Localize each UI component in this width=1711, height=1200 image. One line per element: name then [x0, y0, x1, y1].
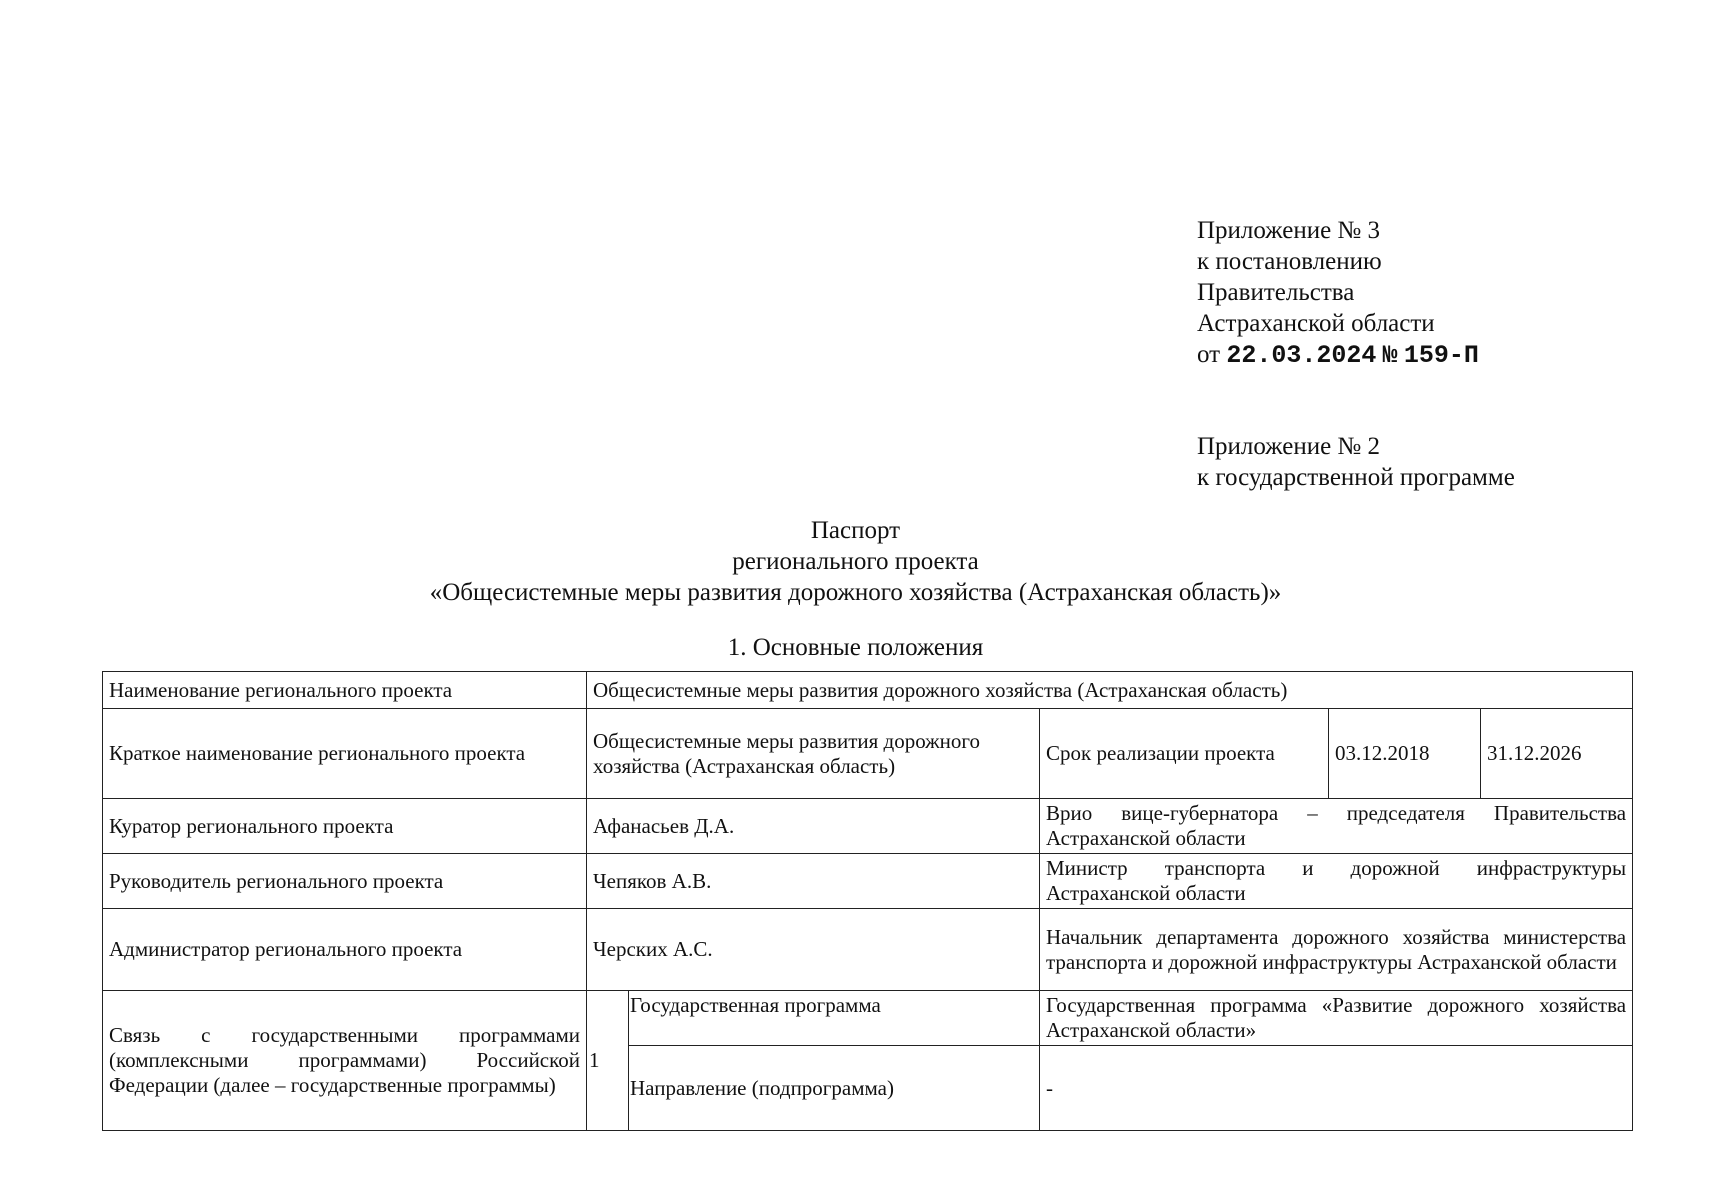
direction-value: -: [1040, 1046, 1633, 1131]
project-short-name-value: Общесистемные меры развития дорожного хозяйства (Астраханская область): [587, 709, 1040, 799]
appendix-2-line: к государственной программе: [1197, 464, 1515, 491]
appendix-3-line: Приложение № 3: [1197, 217, 1381, 244]
appendix-3-line: к постановлению: [1197, 248, 1382, 275]
table-row: [103, 854, 1633, 909]
period-label: Срок реализации проекта: [1040, 709, 1329, 799]
appendix-3-block: [1197, 215, 1479, 371]
administrator-name: Черских А.С.: [587, 909, 1040, 991]
table-row: [103, 672, 1633, 709]
appendix-3-line: Правительства: [1197, 279, 1355, 306]
row-label: Связь с государственными программами (комплексными программами) Российской Федерации (далее – государственные программы): [103, 991, 587, 1131]
resolution-date-line: [1197, 339, 1479, 371]
curator-position: Врио вице-губернатора – председателя Правительства Астраханской области: [1040, 799, 1633, 854]
section-heading: 1. Основные положения: [727, 634, 984, 661]
direction-label: Направление (подпрограмма): [629, 1046, 1040, 1131]
row-label: Куратор регионального проекта: [103, 799, 587, 854]
title-line: регионального проекта: [732, 548, 979, 575]
table-row: [103, 709, 1633, 799]
head-name: Чепяков А.В.: [587, 854, 1040, 909]
appendix-3-line: Астраханской области: [1197, 310, 1435, 337]
appendix-2-block: [1197, 431, 1515, 493]
program-label: Государственная программа: [629, 991, 1040, 1046]
project-name-value: Общесистемные меры развития дорожного хозяйства (Астраханская область): [587, 672, 1633, 709]
document-title: [0, 515, 1711, 608]
table-row: [103, 991, 1633, 1046]
title-line: Паспорт: [810, 517, 901, 544]
head-position: Министр транспорта и дорожной инфраструктуры Астраханской области: [1040, 854, 1633, 909]
project-table: [102, 671, 1633, 1131]
row-label: Наименование регионального проекта: [103, 672, 587, 709]
date-prefix: от: [1197, 341, 1221, 368]
table-row: [103, 799, 1633, 854]
program-value: Государственная программа «Развитие дорожного хозяйства Астраханской области»: [1040, 991, 1633, 1046]
curator-name: Афанасьев Д.А.: [587, 799, 1040, 854]
row-label: Краткое наименование регионального проекта: [103, 709, 587, 799]
period-start: 03.12.2018: [1329, 709, 1481, 799]
period-end: 31.12.2026: [1481, 709, 1633, 799]
program-index: 1: [587, 991, 629, 1131]
appendix-2-line: Приложение № 2: [1197, 433, 1381, 460]
row-label: Руководитель регионального проекта: [103, 854, 587, 909]
table-row: [103, 909, 1633, 991]
row-label: Администратор регионального проекта: [103, 909, 587, 991]
resolution-date: 22.03.2024: [1226, 341, 1377, 370]
number-sign: №: [1382, 341, 1398, 370]
administrator-position: Начальник департамента дорожного хозяйства министерства транспорта и дорожной инфраструктуры Астраханской области: [1040, 909, 1633, 991]
resolution-number: 159-П: [1403, 341, 1479, 370]
title-line: «Общесистемные меры развития дорожного хозяйства (Астраханская область)»: [429, 579, 1282, 606]
